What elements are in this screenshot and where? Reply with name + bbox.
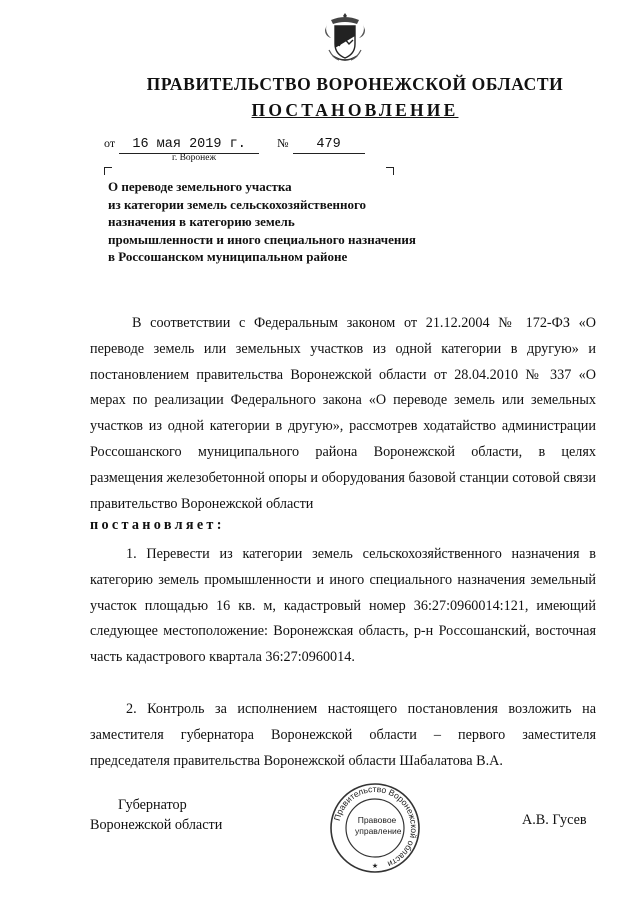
coat-of-arms-icon [323,10,367,66]
subject-line: назначения в категорию земель [108,214,295,229]
stamp-center-line1: Правовое [357,815,397,825]
subject-line: промышленности и иного специального назначения [108,231,416,247]
subject-line: из категории земель сельскохозяйственного [108,196,367,212]
document-subject [108,178,528,266]
stamp-center-line2: управление [355,826,402,836]
subject-line: О переводе земельного участка [108,179,292,194]
preamble-paragraph: В соответствии с Федеральным законом от 21.12.2004 № 172-ФЗ «О переводе земель или земельных участков из одной категории в другую» и постановлением правительства Воронежской области от 28.04.2010 № 337 «О мерах по реализации Федерального закона «О переводе земель или земельных участков из одной категории в другую», рассмотрев ходатайство администрации Россошанского муниципального района Воронежской области, в целях размещения железобетонной опоры и оборудования базовой станции сотовой связи правительство Воронежской области [90,315,596,512]
subject-bracket-left [104,167,112,175]
svg-text:★: ★ [371,863,379,870]
organization-title: ПРАВИТЕЛЬСТВО ВОРОНЕЖСКОЙ ОБЛАСТИ [146,74,564,94]
date-prefix: от [104,136,116,150]
document-type-title: ПОСТАНОВЛЕНИЕ [251,100,459,120]
city-label: г. Воронеж [172,153,217,163]
subject-bracket-right [386,167,394,175]
document-date: 16 мая 2019 г. [119,137,259,154]
signatory-name: А.В. Гусев [522,812,587,828]
stamp-ring-text: Правительство Воронежской области [331,783,420,870]
document-meta [104,136,365,154]
stamp-center-text [355,815,402,837]
resolve-word: постановляет: [90,517,225,533]
signatory-title-line1: Губернатор [118,797,187,813]
subject-line: в Россошанском муниципальном районе [108,249,348,264]
number-prefix: № [277,136,289,150]
signatory-title-line2: Воронежской области [90,817,223,833]
signatory-title [90,795,240,835]
item-1-paragraph: 1. Перевести из категории земель сельскохозяйственного назначения в категорию земель промышленности и иного специального назначения земельный участок площадью 16 кв. м, кадастровый номер 36:27:0960014:121, имеющий следующее местоположение: Воронежская область, р-н Россошанский, восточная часть кадастрового квартала 36:27:0960014. [90,546,596,666]
item-2-paragraph: 2. Контроль за исполнением настоящего постановления возложить на заместителя губернатора Воронежской области – первого заместителя председателя правительства Воронежской области Шабалатова В.А. [90,701,596,769]
document-number: 479 [293,137,365,154]
